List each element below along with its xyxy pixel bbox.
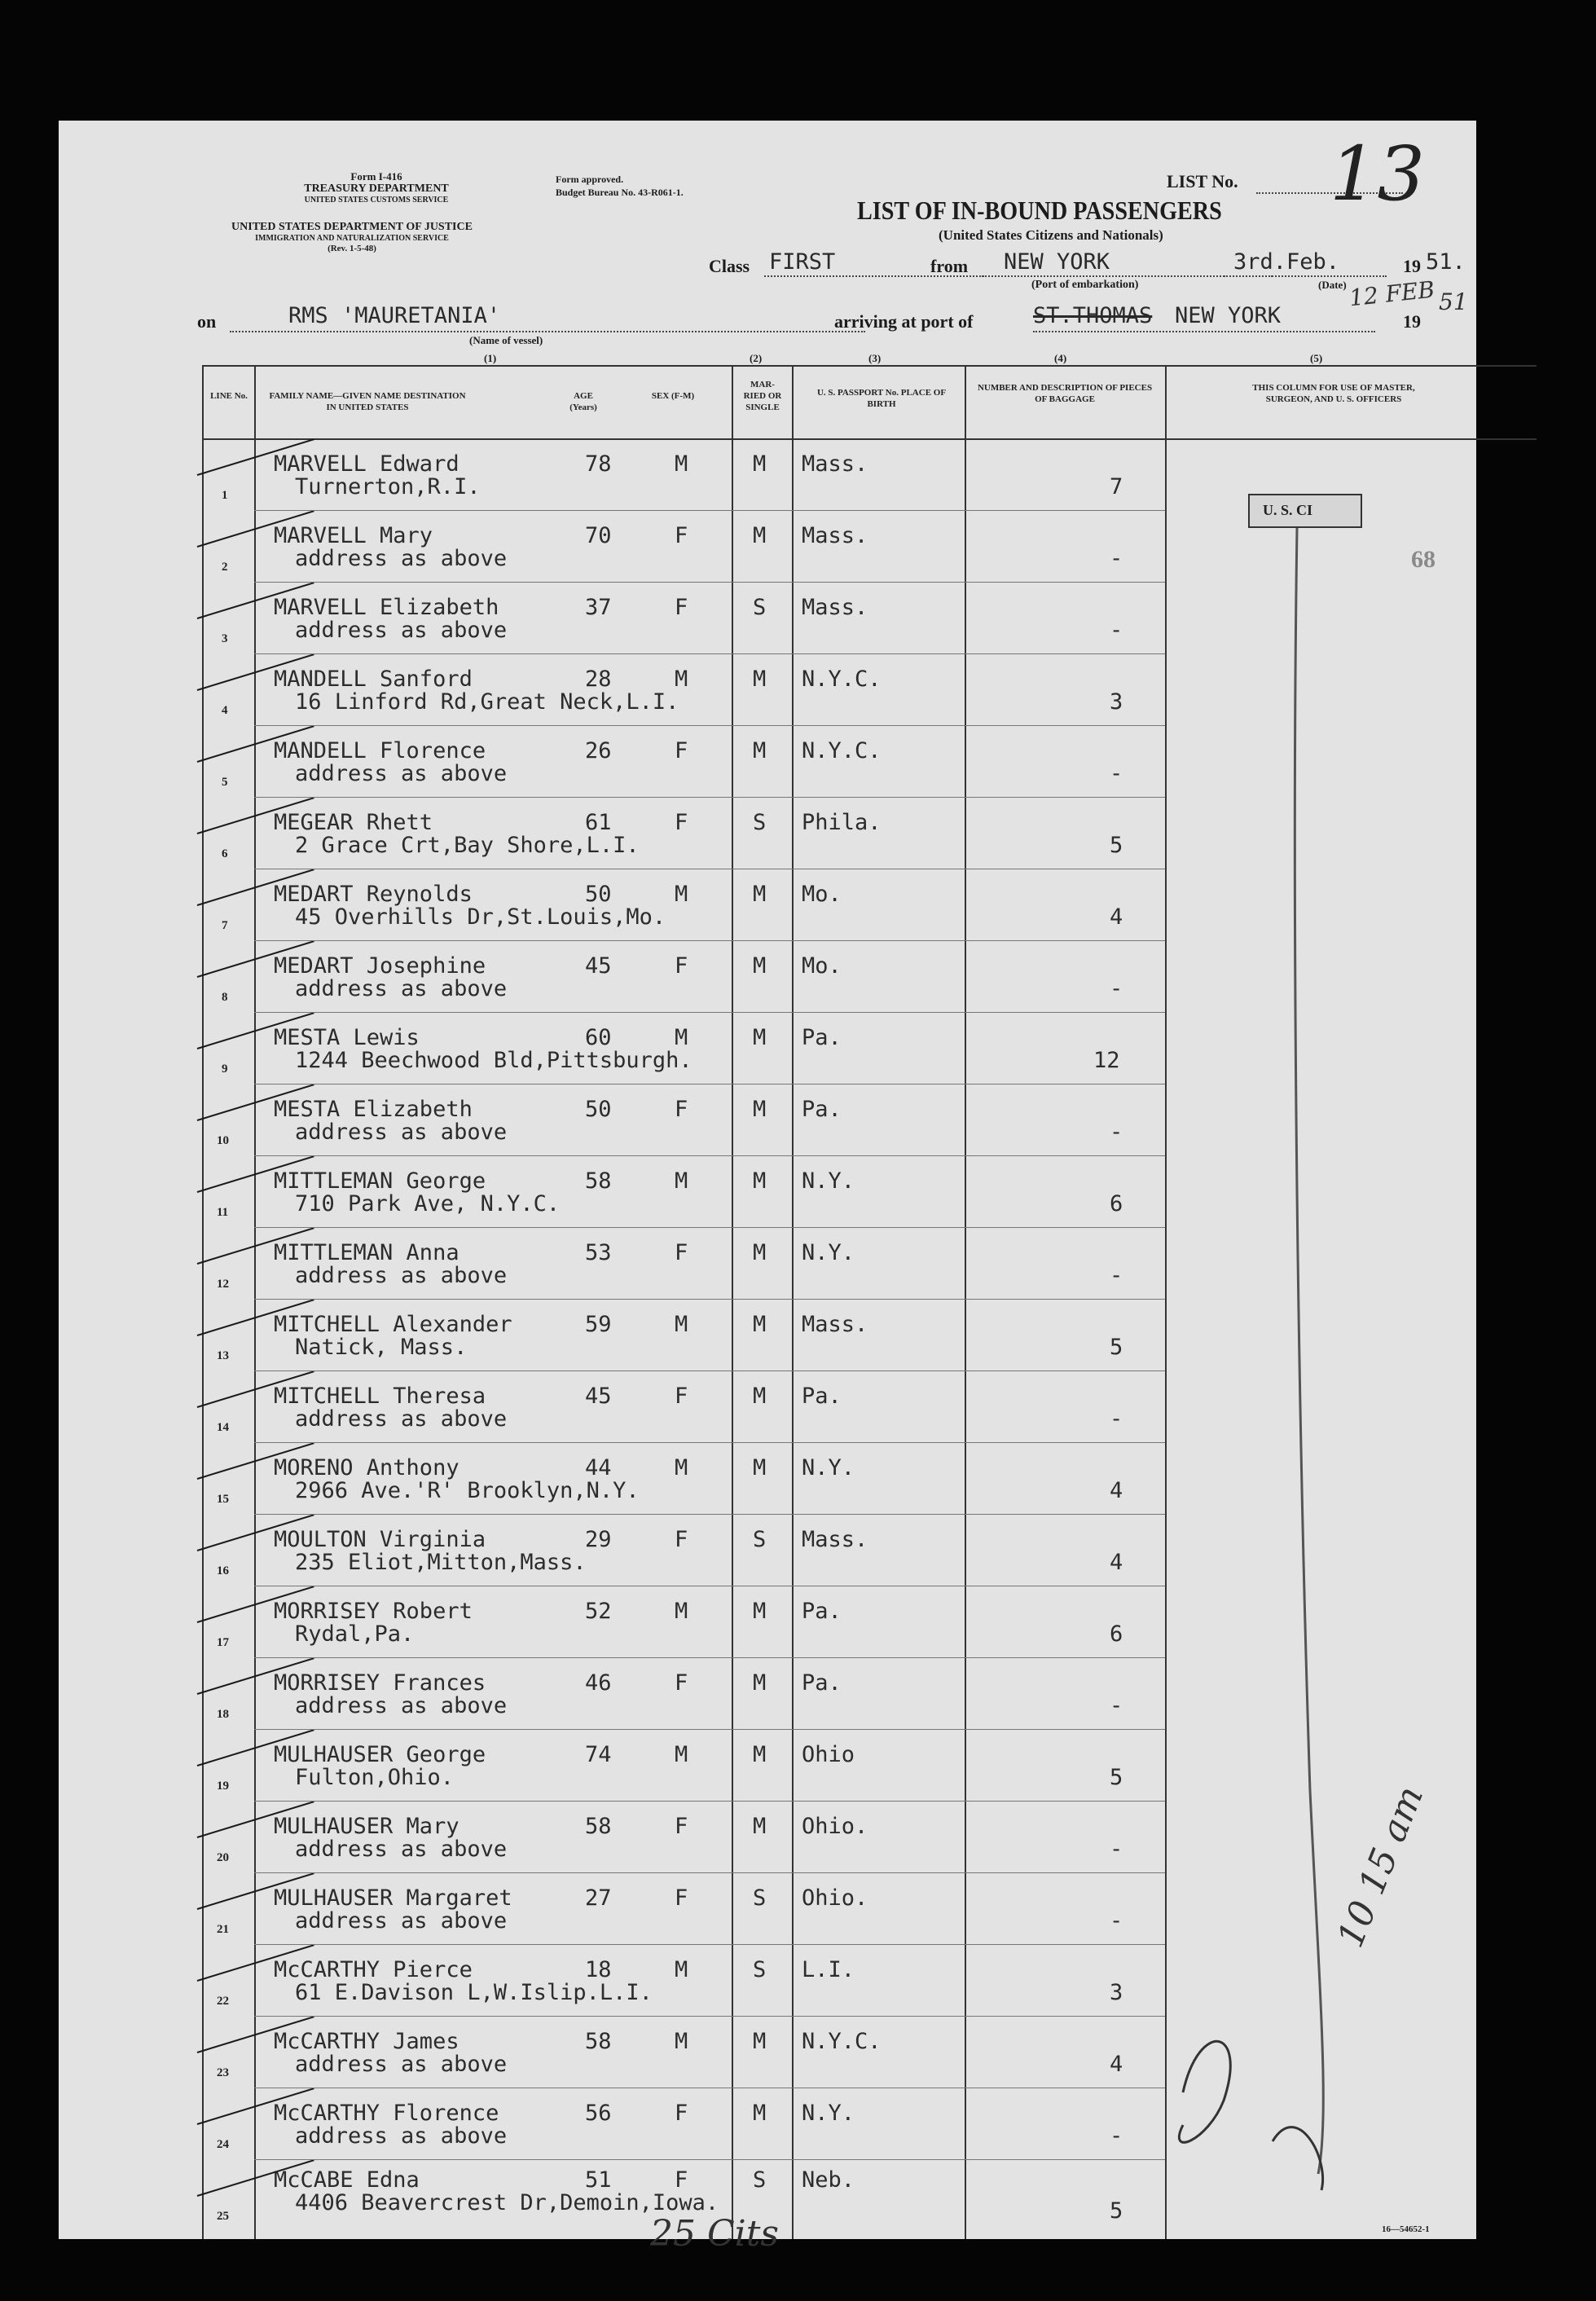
passenger-age: 45 <box>585 1384 612 1409</box>
header-sex: SEX (F-M) <box>651 391 695 401</box>
passenger-birthplace: Pa. <box>802 1025 842 1050</box>
year-value: 51. <box>1426 249 1466 275</box>
passenger-marital: M <box>753 1097 767 1122</box>
line-number: 16 <box>217 1564 229 1577</box>
passenger-marital: S <box>753 1885 767 1911</box>
passenger-baggage: 7 <box>1110 474 1123 499</box>
date-value: 3rd.Feb. <box>1233 249 1340 275</box>
passenger-manifest-sheet <box>59 121 1476 2255</box>
passenger-marital: M <box>753 882 767 907</box>
handwritten-time: 10 15 am <box>1330 1780 1432 1954</box>
column-number-2: (2) <box>750 352 763 364</box>
passenger-address: 2966 Ave.'R' Brooklyn,N.Y. <box>295 1478 640 1503</box>
passenger-name: McCARTHY James <box>274 2029 459 2054</box>
footer-citizens-count: 25 Cits <box>650 2213 779 2255</box>
passenger-age: 46 <box>585 1670 612 1696</box>
passenger-baggage: 4 <box>1110 1550 1123 1575</box>
passenger-age: 27 <box>585 1885 612 1911</box>
page-subtitle: (United States Citizens and Nationals) <box>939 227 1163 243</box>
passenger-name: McCARTHY Pierce <box>274 1957 473 1982</box>
passenger-address: address as above <box>295 2052 508 2077</box>
passenger-birthplace: Pa. <box>802 1384 842 1409</box>
passenger-baggage: - <box>1110 1406 1123 1432</box>
passenger-marital: M <box>753 2029 767 2054</box>
passenger-sex: F <box>675 1240 688 1265</box>
column-number-3: (3) <box>868 352 882 364</box>
passenger-address: address as above <box>295 976 508 1001</box>
line-number: 25 <box>217 2210 229 2223</box>
vessel-name-caption: (Name of vessel) <box>469 334 543 346</box>
passenger-baggage: - <box>1110 1263 1123 1288</box>
passenger-name: MARVELL Elizabeth <box>274 595 499 620</box>
passenger-name: McCARTHY Florence <box>274 2101 499 2126</box>
passenger-age: 26 <box>585 738 612 763</box>
passenger-name: MEDART Reynolds <box>274 882 473 907</box>
line-number: 1 <box>222 489 228 502</box>
passenger-birthplace: Neb. <box>802 2167 855 2193</box>
line-number: 23 <box>217 2066 229 2079</box>
passenger-baggage: 5 <box>1110 1335 1123 1360</box>
passenger-name: MESTA Lewis <box>274 1025 420 1050</box>
passenger-name: MOULTON Virginia <box>274 1527 486 1552</box>
passenger-age: 44 <box>585 1455 612 1480</box>
passenger-address: address as above <box>295 1406 508 1432</box>
passenger-name: MORENO Anthony <box>274 1455 459 1480</box>
passenger-baggage: 3 <box>1110 1980 1123 2005</box>
passenger-sex: F <box>675 1384 688 1409</box>
passenger-name: MANDELL Sanford <box>274 667 473 692</box>
passenger-marital: M <box>753 1670 767 1696</box>
passenger-baggage: - <box>1110 1837 1123 1862</box>
column-number-1: (1) <box>484 352 497 364</box>
port-embarkation-caption: (Port of embarkation) <box>1031 279 1139 291</box>
passenger-baggage: - <box>1110 618 1123 643</box>
passenger-address: 4406 Beavercrest Dr,Demoin,Iowa. <box>295 2190 719 2215</box>
justice-dept: UNITED STATES DEPARTMENT OF JUSTICE <box>231 221 473 233</box>
passenger-sex: F <box>675 1527 688 1552</box>
passenger-baggage: - <box>1110 761 1123 786</box>
passenger-birthplace: Mass. <box>802 1312 868 1337</box>
date-caption: (Date) <box>1318 279 1347 291</box>
passenger-name: MULHAUSER Margaret <box>274 1885 512 1911</box>
passenger-age: 56 <box>585 2101 612 2126</box>
line-number: 15 <box>217 1493 229 1506</box>
passenger-birthplace: Mass. <box>802 1527 868 1552</box>
passenger-address: 1244 Beechwood Bld,Pittsburgh. <box>295 1048 692 1073</box>
passenger-age: 59 <box>585 1312 612 1337</box>
passenger-sex: M <box>675 1599 688 1624</box>
line-number: 2 <box>222 561 228 574</box>
class-label: Class <box>709 256 750 276</box>
passenger-age: 58 <box>585 1814 612 1839</box>
passenger-marital: M <box>753 2101 767 2126</box>
passenger-address: address as above <box>295 761 508 786</box>
passenger-baggage: - <box>1110 1908 1123 1934</box>
passenger-age: 78 <box>585 451 612 477</box>
passenger-sex: F <box>675 953 688 979</box>
passenger-name: MITCHELL Alexander <box>274 1312 512 1337</box>
passenger-birthplace: Mass. <box>802 595 868 620</box>
passenger-marital: M <box>753 667 767 692</box>
passenger-marital: M <box>753 1384 767 1409</box>
passenger-sex: M <box>675 2029 688 2054</box>
passenger-marital: M <box>753 738 767 763</box>
pencil-mark-line <box>59 121 1476 2239</box>
passenger-age: 52 <box>585 1599 612 1624</box>
passenger-baggage: 4 <box>1110 904 1123 930</box>
passenger-age: 58 <box>585 1168 612 1194</box>
header-line-no: LINE No. <box>210 391 248 401</box>
passenger-marital: M <box>753 1599 767 1624</box>
arrival-year-handwritten: 51 <box>1439 288 1468 315</box>
passenger-sex: F <box>675 1097 688 1122</box>
passenger-sex: M <box>675 882 688 907</box>
form-number: Form I-416 <box>350 170 402 183</box>
passenger-sex: M <box>675 1025 688 1050</box>
stamp-number: 68 <box>1411 546 1436 573</box>
passenger-marital: M <box>753 1240 767 1265</box>
passenger-baggage: 6 <box>1110 1621 1123 1647</box>
passenger-name: MITCHELL Theresa <box>274 1384 486 1409</box>
header-married: MAR-RIED OR SINGLE <box>743 380 782 412</box>
class-value: FIRST <box>769 249 836 275</box>
print-code: 16—54652-1 <box>1382 2224 1430 2234</box>
passenger-birthplace: N.Y. <box>802 2101 855 2126</box>
line-number: 13 <box>217 1349 229 1362</box>
list-number-value: 13 <box>1330 130 1426 218</box>
arrival-year-prefix: 19 <box>1403 311 1421 332</box>
passenger-baggage: - <box>1110 546 1123 571</box>
passenger-address: 45 Overhills Dr,St.Louis,Mo. <box>295 904 666 930</box>
passenger-address: address as above <box>295 546 508 571</box>
passenger-marital: S <box>753 1527 767 1552</box>
ins-service: IMMIGRATION AND NATURALIZATION SERVICE <box>255 234 449 243</box>
list-number-label: LIST No. <box>1167 171 1238 191</box>
passenger-name: MARVELL Mary <box>274 523 433 548</box>
passenger-marital: M <box>753 1814 767 1839</box>
passenger-sex: M <box>675 667 688 692</box>
line-number: 10 <box>217 1134 229 1147</box>
passenger-age: 28 <box>585 667 612 692</box>
passenger-baggage: 3 <box>1110 689 1123 715</box>
line-number: 9 <box>222 1063 228 1076</box>
line-number: 11 <box>217 1206 229 1219</box>
passenger-name: MEDART Josephine <box>274 953 486 979</box>
line-number: 12 <box>217 1278 229 1291</box>
from-label: from <box>930 256 969 276</box>
passenger-birthplace: N.Y.C. <box>802 2029 882 2054</box>
line-number: 3 <box>222 632 228 645</box>
passenger-marital: M <box>753 523 767 548</box>
passenger-address: 710 Park Ave, N.Y.C. <box>295 1191 561 1216</box>
passenger-marital: M <box>753 1455 767 1480</box>
passenger-name: MANDELL Florence <box>274 738 486 763</box>
passenger-marital: M <box>753 451 767 477</box>
passenger-baggage: - <box>1110 1693 1123 1718</box>
passenger-age: 45 <box>585 953 612 979</box>
passenger-sex: M <box>675 1168 688 1194</box>
line-number: 7 <box>222 919 228 932</box>
passenger-baggage: 12 <box>1093 1048 1120 1073</box>
passenger-sex: M <box>675 1957 688 1982</box>
arrival-port: NEW YORK <box>1175 303 1282 328</box>
passenger-birthplace: N.Y.C. <box>802 667 882 692</box>
passenger-birthplace: N.Y. <box>802 1455 855 1480</box>
passenger-name: MEGEAR Rhett <box>274 810 433 835</box>
passenger-birthplace: Pa. <box>802 1097 842 1122</box>
passenger-baggage: - <box>1110 2123 1123 2149</box>
passenger-baggage: - <box>1110 1120 1123 1145</box>
passenger-baggage: 5 <box>1110 1765 1123 1790</box>
column-number-4: (4) <box>1054 352 1067 364</box>
header-age: AGE (Years) <box>569 391 597 412</box>
passenger-baggage: 4 <box>1110 1478 1123 1503</box>
header-officers: THIS COLUMN FOR USE OF MASTER, SURGEON, AND U. S. OFFICERS <box>1252 383 1415 404</box>
passenger-baggage: - <box>1110 976 1123 1001</box>
passenger-name: MORRISEY Frances <box>274 1670 486 1696</box>
passenger-birthplace: Pa. <box>802 1599 842 1624</box>
header-passport: U. S. PASSPORT No. PLACE OF BIRTH <box>816 388 947 409</box>
customs-stamp-text: U. S. CI <box>1263 502 1313 518</box>
passenger-age: 70 <box>585 523 612 548</box>
passenger-address: address as above <box>295 618 508 643</box>
passenger-name: MESTA Elizabeth <box>274 1097 473 1122</box>
line-number: 5 <box>222 776 228 789</box>
line-number: 20 <box>217 1851 229 1864</box>
passenger-name: MORRISEY Robert <box>274 1599 473 1624</box>
budget-bureau: Budget Bureau No. 43-R061-1. <box>556 187 684 199</box>
passenger-sex: F <box>675 2101 688 2126</box>
line-number: 18 <box>217 1708 229 1721</box>
passenger-birthplace: Ohio. <box>802 1885 868 1911</box>
passenger-name: MITTLEMAN Anna <box>274 1240 459 1265</box>
passenger-marital: S <box>753 810 767 835</box>
passenger-sex: F <box>675 2167 688 2193</box>
passenger-marital: M <box>753 953 767 979</box>
vessel-name: RMS 'MAURETANIA' <box>288 303 501 328</box>
passenger-address: Rydal,Pa. <box>295 1621 415 1647</box>
passenger-sex: F <box>675 810 688 835</box>
passenger-sex: F <box>675 523 688 548</box>
passenger-age: 61 <box>585 810 612 835</box>
passenger-address: address as above <box>295 1263 508 1288</box>
passenger-birthplace: Mo. <box>802 882 842 907</box>
line-number: 17 <box>217 1636 229 1649</box>
header-baggage: NUMBER AND DESCRIPTION OF PIECES OF BAGGAGE <box>977 383 1153 404</box>
passenger-marital: S <box>753 595 767 620</box>
line-number: 14 <box>217 1421 229 1434</box>
line-number: 4 <box>222 704 228 717</box>
passenger-age: 60 <box>585 1025 612 1050</box>
line-number: 8 <box>222 991 228 1004</box>
line-number: 21 <box>217 1923 229 1936</box>
passenger-birthplace: N.Y. <box>802 1240 855 1265</box>
passenger-sex: F <box>675 1814 688 1839</box>
passenger-address: 16 Linford Rd,Great Neck,L.I. <box>295 689 679 715</box>
passenger-age: 29 <box>585 1527 612 1552</box>
form-approved: Form approved. <box>556 174 624 185</box>
passenger-sex: M <box>675 451 688 477</box>
customs-service: UNITED STATES CUSTOMS SERVICE <box>304 196 449 205</box>
line-number: 6 <box>222 847 228 860</box>
header-name: FAMILY NAME—GIVEN NAME DESTINATION IN UNITED STATES <box>269 391 466 412</box>
passenger-sex: F <box>675 595 688 620</box>
passenger-marital: M <box>753 1025 767 1050</box>
passenger-baggage: 4 <box>1110 2052 1123 2077</box>
passenger-address: address as above <box>295 1693 508 1718</box>
passenger-birthplace: Mo. <box>802 953 842 979</box>
passenger-age: 37 <box>585 595 612 620</box>
treasury-dept: TREASURY DEPARTMENT <box>304 183 449 195</box>
passenger-sex: M <box>675 1742 688 1767</box>
passenger-birthplace: Mass. <box>802 451 868 477</box>
line-number: 24 <box>217 2138 229 2151</box>
form-revision: (Rev. 1-5-48) <box>328 244 376 253</box>
passenger-baggage: 5 <box>1110 2198 1123 2224</box>
passenger-name: MARVELL Edward <box>274 451 459 477</box>
passenger-marital: M <box>753 1312 767 1337</box>
passenger-age: 58 <box>585 2029 612 2054</box>
passenger-age: 50 <box>585 1097 612 1122</box>
line-number: 22 <box>217 1995 229 2008</box>
passenger-name: MULHAUSER Mary <box>274 1814 459 1839</box>
passenger-sex: F <box>675 738 688 763</box>
passenger-birthplace: Ohio. <box>802 1814 868 1839</box>
arriving-label: arriving at port of <box>834 311 974 332</box>
passenger-name: MITTLEMAN George <box>274 1168 486 1194</box>
passenger-birthplace: L.I. <box>802 1957 855 1982</box>
passenger-age: 51 <box>585 2167 612 2193</box>
passenger-marital: S <box>753 2167 767 2193</box>
passenger-address: 61 E.Davison L,W.Islip.L.I. <box>295 1980 653 2005</box>
passenger-address: address as above <box>295 2123 508 2149</box>
passenger-address: 2 Grace Crt,Bay Shore,L.I. <box>295 833 640 858</box>
passenger-address: address as above <box>295 1908 508 1934</box>
passenger-age: 74 <box>585 1742 612 1767</box>
passenger-name: McCABE Edna <box>274 2167 420 2193</box>
passenger-sex: M <box>675 1455 688 1480</box>
column-number-5: (5) <box>1310 352 1323 364</box>
passenger-sex: F <box>675 1885 688 1911</box>
passenger-address: Turnerton,R.I. <box>295 474 481 499</box>
on-label: on <box>197 311 217 332</box>
passenger-address: address as above <box>295 1120 508 1145</box>
passenger-birthplace: Mass. <box>802 523 868 548</box>
passenger-birthplace: N.Y. <box>802 1168 855 1194</box>
passenger-birthplace: Ohio <box>802 1742 855 1767</box>
year-prefix: 19 <box>1403 256 1421 276</box>
passenger-age: 53 <box>585 1240 612 1265</box>
passenger-address: Fulton,Ohio. <box>295 1765 455 1790</box>
passenger-birthplace: Phila. <box>802 810 882 835</box>
passenger-marital: S <box>753 1957 767 1982</box>
from-value: NEW YORK <box>1004 249 1110 275</box>
passenger-baggage: 5 <box>1110 833 1123 858</box>
passenger-age: 50 <box>585 882 612 907</box>
passenger-baggage: 6 <box>1110 1191 1123 1216</box>
passenger-name: MULHAUSER George <box>274 1742 486 1767</box>
page-title: LIST OF IN-BOUND PASSENGERS <box>857 196 1222 225</box>
passenger-sex: F <box>675 1670 688 1696</box>
arrival-date-handwritten: 12 FEB <box>1348 275 1436 312</box>
passenger-birthplace: Pa. <box>802 1670 842 1696</box>
passenger-age: 18 <box>585 1957 612 1982</box>
passenger-address: address as above <box>295 1837 508 1862</box>
passenger-birthplace: N.Y.C. <box>802 738 882 763</box>
passenger-marital: M <box>753 1168 767 1194</box>
line-number: 19 <box>217 1780 229 1793</box>
arrival-port-struck: ST.THOMAS <box>1033 303 1153 328</box>
passenger-sex: M <box>675 1312 688 1337</box>
passenger-marital: M <box>753 1742 767 1767</box>
passenger-address: 235 Eliot,Mitton,Mass. <box>295 1550 587 1575</box>
passenger-address: Natick, Mass. <box>295 1335 468 1360</box>
